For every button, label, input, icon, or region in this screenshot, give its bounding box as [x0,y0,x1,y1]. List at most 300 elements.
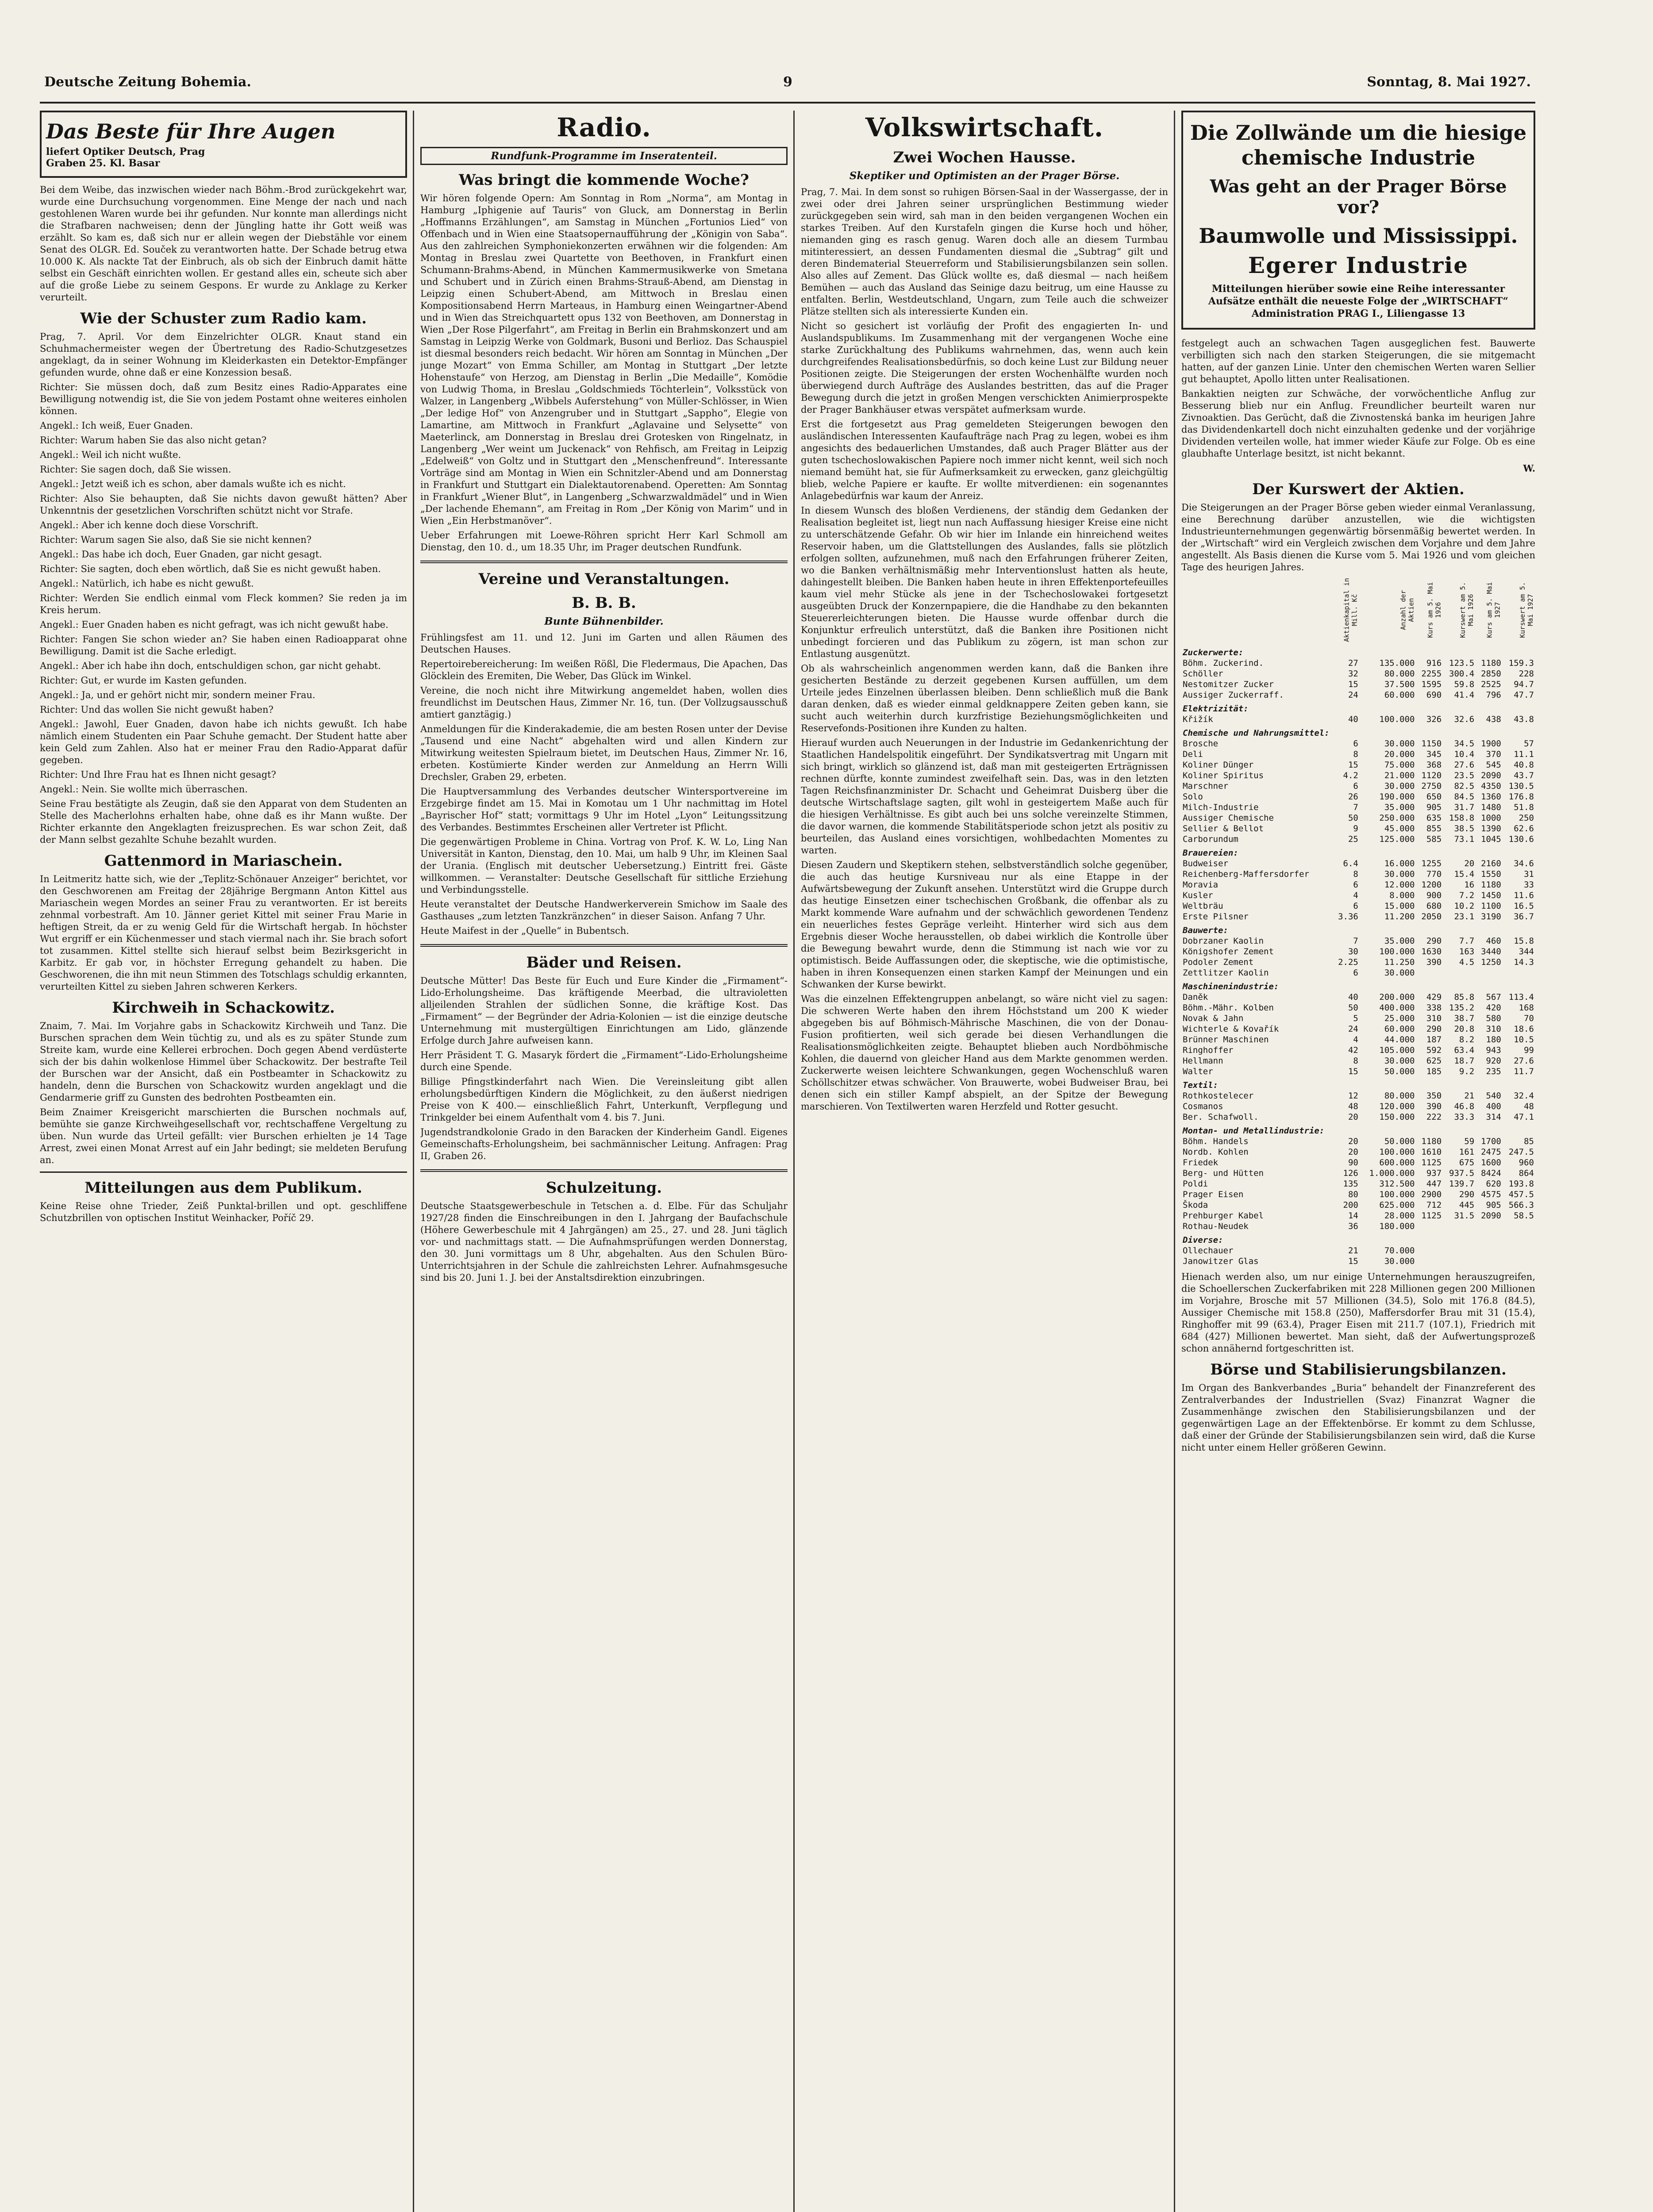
table-cell: 9.2 [1459,1067,1475,1076]
ad-line: Graben 25. Kl. Basar [46,157,160,169]
article-heading: Börse und Stabilisierungsbilanzen. [1210,1361,1507,1379]
table-row [1181,1024,1535,1034]
article-paragraph: Heute veranstaltet der Deutsche Handwerkerverein Smichow im Saale des Gasthauses „zum letzten Tanzkränzchen“ in dieser Saison. Anfang 7 Uhr. [420,899,788,922]
divider [420,561,788,563]
table-cell: 16 [1464,880,1475,890]
table-cell: 25.000 [1384,1014,1415,1023]
table-cell: 14.3 [1514,957,1534,967]
table-cell: 350 [1426,1091,1442,1101]
table-cell: 2255 [1421,669,1442,679]
table-cell: 8 [1353,869,1358,879]
table-cell: 592 [1426,1045,1442,1055]
table-row [1181,1112,1535,1122]
table-row [1181,1101,1535,1112]
table-cell: 185 [1426,1067,1442,1076]
table-cell: 1255 [1421,859,1442,868]
table-cell: 250.000 [1379,813,1415,823]
article-paragraph: Wir hören folgende Opern: Am Sonntag in Rom „Norma“, am Montag in Hamburg „Iphigenie auf Tauris“ von Gluck, am Donnerstag in Berlin „Hoffmanns Erzählungen“, am Samstag in München „Fortunios Lied“ von Offenbach und in Wien eine Staatsopernaufführung der „Königin von Saba“. Aus den zahlreichen Symphoniekonzerten erwähnen wir die folgenden: Am Montag in Breslau zwei Quartette von Beethoven, in Frankfurt einen Schumann-Brahms-Abend, in München Kammermusikwerke von Smetana und Schubert und in Zürich einen Brahms-Strauß-Abend, am Dienstag in Leipzig einen Schubert-Abend, am Mittwoch in Breslau einen Kompositionsabend Herrn Marteaus, in Hamburg einen Weingartner-Abend und in Wien das Streichquartett opus 132 von Beethoven, am Donnerstag in Wien „Der Rose Pilgerfahrt“, am Freitag in Berlin ein Brahmskonzert und am Samstag in Leipzig Werke von Goldmark, Busoni und Berlioz. Das Schauspiel ist diesmal besonders reich bedacht. Wir hören am Sonntag in München „Der junge Mozart“ von Emma Schiller, am Montag in Stuttgart „Der letzte Hohenstaufe“ von Herzog, am Dienstag in Berlin „Die Medaille“, Komödie von Ludwig Thoma, in Breslau „Goldschmieds Töchterlein“, Volksstück von Walzer, in Langenberg „Wibbels Auferstehung“ von Müller-Schlösser, in Wien „Der ledige Hof“ von Anzengruber und in Stuttgart „Sappho“, Elegie von Lamartine, am Mittwoch in Frankfurt „Aglavaine und Selysette“ von Maeterlinck, am Donnerstag in Breslau drei Grotesken von Ringelnatz, in Langenberg „Wer weint um Juckenack“ von Rehfisch, am Freitag in Leipzig „Edelweiß“ von Goltz und in Stuttgart den „Menschenfreund“. Interessante Vorträge sind am Montag in Wien ein Schnitzler-Abend und am Donnerstag in Frankfurt und Stuttgart ein Dialektautorenabend. Operetten: Am Sonntag in Frankfurt „Wiener Blut“, in Langenberg „Schwarzwaldmädel“ und in Wien „Der lachende Ehemann“, am Freitag in Rom „Der König von Marim“ und in Wien „Ein Herbstmanöver“. [420,193,788,526]
article-paragraph: Heute Maifest in der „Quelle“ in Bubentsch. [420,926,629,936]
table-cell: 15 [1348,760,1358,770]
table-cell: 176.8 [1508,792,1534,802]
table-row [1181,1256,1535,1267]
section-title: Vereine und Veranstaltungen. [478,570,730,588]
table-cell: 59 [1464,1137,1475,1146]
table-cell: 11.7 [1514,1067,1534,1076]
table-cell: 1250 [1481,957,1501,967]
table-row [1181,658,1535,668]
table-cell: 70.000 [1384,1246,1415,1256]
table-cell: 370 [1486,749,1501,759]
table-cell: 7 [1353,803,1358,812]
dialog-line: Angekl.: Weil ich nicht wußte. [40,449,181,460]
table-cell: 420 [1486,1003,1501,1013]
table-cell: 84.5 [1454,792,1475,802]
table-row [1181,869,1535,879]
ad-headline: Was geht an der Prager Börse vor? [1210,176,1507,218]
article-paragraph: Herr Präsident T. G. Masaryk fördert die „Firmament“-Lido-Erholungsheime durch eine Spende. [420,1050,788,1072]
company-name-cell: Novak & Jahn [1183,1014,1244,1023]
article-heading: Zwei Wochen Hausse. [893,149,1076,166]
column-4 [1181,111,1535,2212]
table-cell [1503,968,1535,978]
table-row [1181,1034,1535,1045]
table-group-label: Brauereien: [1183,848,1238,858]
company-name-cell: Cosmanos [1183,1102,1223,1111]
table-cell: 36.7 [1514,912,1534,922]
article-paragraph: Erst die fortgesetzt aus Prag gemeldeten Steigerungen bewogen den ausländischen Interessenten Kaufaufträge nach Prag zu legen, wobei es ihm angesichts des bedauerlichen Umstandes, daß auch Prager Blätter aus der guten tschechoslowakischen Papiere noch immer nicht kennt, weil sich noch niemand bemüht hat, sie für Aufmerksamkeit zu erwecken, ganz gleichgültig blieb, welche Papiere er kaufte. Er wollte mitverdienen: ein sogenanntes Anlagebedürfnis war kaum der Anreiz. [801,419,1168,501]
table-cell: 159.3 [1508,658,1534,668]
company-name-cell: Carborundum [1183,834,1238,844]
table-cell [1443,1256,1476,1267]
company-name-cell: Schöller [1183,669,1223,679]
table-cell: 5 [1353,1014,1358,1023]
table-row [1181,802,1535,813]
table-cell: 429 [1426,992,1442,1002]
table-cell: 85.8 [1454,992,1475,1002]
table-cell: 126 [1343,1168,1358,1178]
table-cell: 2475 [1481,1147,1501,1157]
ad-headline: Die Zollwände um die hiesige chemische Industrie [1190,121,1527,169]
table-group-row [1181,700,1535,714]
share-value-table [1181,576,1535,1267]
company-name-cell: Königshofer Zement [1183,947,1274,956]
table-cell: 70 [1524,1014,1534,1023]
table-cell: 400.000 [1379,1003,1415,1013]
table-cell [1503,1256,1535,1267]
table-cell: 10.2 [1454,901,1475,911]
table-cell: 3440 [1481,947,1501,956]
company-name-cell: Nordb. Kohlen [1183,1147,1249,1157]
table-row [1181,1091,1535,1101]
dialog-line: Richter: Also Sie behaupten, daß Sie nichts davon gewußt hätten? Aber Unkenntnis der gesetzlichen Vorschriften schützt nicht vor Strafe. [40,493,407,516]
article-heading: B. B. B. [572,594,636,612]
ad-headline: Egerer Industrie [1248,252,1469,278]
table-cell: 943 [1486,1045,1501,1055]
table-header-row [1181,576,1535,644]
article-paragraph: Deutsche Staatsgewerbeschule in Tetschen a. d. Elbe. Für das Schuljahr 1927/28 finden die Einschreibungen in den I. Jahrgang der Baufachschule (Höhere Gewerbeschule mit 4 Jahrgängen) am 25., 27. und 28. Juni täglich vor- und nachmittags statt. — Die Aufnahmsprüfungen werden Donnerstag, den 30. Juni vormittags um 8 Uhr, abgehalten. Aus den Schulen Büro-Unterrichtsjahren in der Schule die zahlreichsten Lehrer. Aufnahmsgesuche sind bis 20. Juni 1. J. bei der Anstaltsdirektion einzubringen. [420,1201,788,1283]
company-name-cell: Hellmann [1183,1056,1223,1066]
company-name-cell: Zettlitzer Kaolin [1183,968,1269,978]
table-cell: 90 [1348,1158,1358,1167]
table-cell: 1125 [1421,1211,1442,1221]
table-cell: 34.6 [1514,859,1534,868]
company-name-cell: Podoler Zement [1183,957,1254,967]
table-cell: 158.8 [1449,813,1475,823]
company-name-cell: Sellier & Bellot [1183,824,1264,833]
article-paragraph: Billige Pfingstkinderfahrt nach Wien. Die Vereinsleitung gibt allen erholungsbedürftigen Kindern die Möglichkeit, zu den äußerst niedrigen Preise von K 400.— einschließlich Fahrt, Unterkunft, Verpflegung und Trinkgelder bei einem Aufenthalt vom 4. bis 7. Juni. [420,1076,788,1123]
article-paragraph: Die gegenwärtigen Probleme in China. Vortrag von Prof. K. W. Lo, Ling Nan Universität in Kanton, Dienstag, den 10. Mai, um halb 9 Uhr, im Kleinen Saal der Urania. (Englisch mit deutscher Uebersetzung.) Eintritt frei. Gäste willkommen. — Veranstalter: Deutsche Gesellschaft für sittliche Erziehung und Verbindungsstelle. [420,837,788,895]
table-cell: 1600 [1481,1158,1501,1167]
section-subtitle: Rundfunk-Programme im Inseratenteil. [420,147,788,165]
table-cell: 38.5 [1454,824,1475,833]
table-cell: 4 [1353,1035,1358,1045]
table-cell: 228 [1518,669,1534,679]
table-group-row [1181,725,1535,738]
table-cell: 40.8 [1514,760,1534,770]
table-cell: 2900 [1421,1190,1442,1199]
table-cell: 20 [1348,1137,1358,1146]
table-cell: 680 [1426,901,1442,911]
table-row [1181,858,1535,869]
table-cell: 99 [1524,1045,1534,1055]
table-cell: 15.4 [1454,869,1475,879]
table-cell: 100.000 [1379,1147,1415,1157]
dialog-line: Angekl.: Das habe ich doch, Euer Gnaden, gar nicht gesagt. [40,549,322,560]
table-cell: 905 [1426,803,1442,812]
company-name-cell: Friedek [1183,1158,1219,1167]
table-cell: 460 [1486,936,1501,946]
table-cell: 567 [1486,992,1501,1002]
article-paragraph: festgelegt auch an schwachen Tagen ausgeglichen fest. Bauwerte verbilligten sich nach den starken Steigerungen, die sie mitgemacht hatten, auf der ganzen Linie. Unter den chemischen Werten waren Sellier gut behauptet, Apollo litten unter Realisationen. [1181,338,1535,384]
table-group-row [1181,644,1535,658]
table-cell: 12.000 [1384,880,1415,890]
dialog-line: Angekl.: Euer Gnaden haben es nicht gefragt, was ich nicht gewußt habe. [40,619,388,630]
table-cell: 2160 [1481,859,1501,868]
table-cell: 73.1 [1454,834,1475,844]
table-cell: 18.7 [1454,1056,1475,1066]
table-row [1181,781,1535,791]
dialog-line: Richter: Warum sagen Sie also, daß Sie sie nicht kennen? [40,534,312,545]
table-header: Kurswert am 5. Mai 1926 [1459,582,1475,638]
table-cell: 312.500 [1379,1179,1415,1189]
table-cell: 135.000 [1379,658,1415,668]
article-paragraph: Keine Reise ohne Trieder, Zeiß Punktal-brillen und opt. geschliffene Schutzbrillen von optischen Institut Weinhacker, Poříč 29. [40,1201,407,1223]
table-cell: 18.6 [1514,1024,1534,1034]
table-row [1181,1013,1535,1024]
table-cell: 24 [1348,690,1358,700]
table-cell: 920 [1486,1056,1501,1066]
table-row [1181,1200,1535,1210]
table-cell: 1180 [1421,1137,1442,1146]
article-paragraph: Diesen Zaudern und Skeptikern stehen, selbstverständlich solche gegenüber, die auch das heutige Kursniveau nur als eine Etappe in der Aufwärtsbewegung der Zukunft ansehen. Unterstützt wird die Gruppe durch das heutige Einsetzen einer tschechischen Großbank, die offenbar als zu Markt kommende Ware aufnahm und der schwächlich gewordenen Tendenz ein neuerliches festes Gepräge verleiht. Hinterher wird sich aus dem Ergebnis dieser Woche herausstellen, ob dabei wirklich die Kontrolle über die Bewegung bewahrt wurde, denn die Stimmung ist nach wie vor zu optimistisch. Beide Auffassungen oder, die skeptische, wie die optimistische, haben in ihren Konsequenzen einen starken Kampf der Meinungen und ein Schwanken der Kurse bewirkt. [801,860,1168,990]
article-paragraph: In Leitmeritz hatte sich, wie der „Teplitz-Schönauer Anzeiger“ berichtet, vor den Geschworenen am Freitag der 28jährige Bergmann Anton Kittel aus Mariaschein wegen Mordes an seiner Frau zu verantworten. Er ist bereits zehnmal vorbestraft. Am 10. Jänner geriet Kittel mit seiner Frau Marie in heftigen Streit, da er zu wenig Geld für die Wirtschaft hergab. In höchster Wut ergriff er ein Küchenmesser und stach viermal nach ihr. Sie brach sofort tot zusammen. Kittel stellte sich hierauf selbst beim Bezirksgericht in Karbitz. Er gab vor, in höchster Erregung gehandelt zu haben. Die Geschworenen, die ihn mit neun Stimmen des Totschlags schuldig erkannten, verurteilten Kittel zu sieben Jahren schweren Kerkers. [40,874,407,992]
dialog-line: Richter: Sie sagen doch, daß Sie wissen. [40,464,231,475]
table-cell: 23.5 [1454,771,1475,780]
table-row [1181,879,1535,890]
table-row [1181,760,1535,770]
table-cell: 105.000 [1379,1045,1415,1055]
company-name-cell: Nestomitzer Zucker [1183,680,1274,689]
table-cell: 85 [1524,1137,1534,1146]
table-cell: 15 [1348,680,1358,689]
table-cell: 168 [1518,1003,1534,1013]
signature: W. [1523,463,1535,474]
table-cell: 100.000 [1379,714,1415,724]
table-cell: 625 [1426,1056,1442,1066]
table-cell: 8.2 [1459,1035,1475,1045]
table-cell: 368 [1426,760,1442,770]
company-name-cell: Moravia [1183,880,1219,890]
table-cell [1416,1221,1443,1232]
table-cell: 2.25 [1338,957,1358,967]
article-paragraph: Bei dem Weibe, das inzwischen wieder nach Böhm.-Brod zurückgekehrt war, wurde eine Durchsuchung vorgenommen. Eine Menge der nach und nach gestohlenen Waren wurde bei ihr gefunden. Nur konnte man allerdings nicht die Strafbaren nachweisen; denn der Jüngling hatte ihr Gott weiß was erzählt. So kam es, daß sich nur er allein wegen der Diebstähle vor einem Senat des OLGR. Ed. Souček zu verantworten hatte. Der Schade betrug etwa 10.000 K. Als nackte Tat der Einbruch, als ob sich der Einbruch damit hätte selbst ein Geschäft einrichten wollen. Er gestand alles ein, scheute sich aber auf die große Liebe zu seinem Gespons. Er wurde zu Anklage zu Kerker verurteilt. [40,184,407,303]
ad-line: liefert Optiker Deutsch, Prag [46,146,205,157]
column-1 [40,111,407,2212]
table-cell [1416,968,1443,978]
table-cell: 45.000 [1384,824,1415,833]
table-row [1181,1210,1535,1221]
table-cell: 650 [1426,792,1442,802]
table-cell: 50 [1348,1003,1358,1013]
table-cell: 6 [1353,739,1358,749]
table-row [1181,834,1535,845]
table-cell: 1700 [1481,1137,1501,1146]
table-cell: 7 [1353,936,1358,946]
company-name-cell: Janowitzer Glas [1183,1256,1259,1266]
company-name-cell: Böhm.-Mähr. Kolben [1183,1003,1274,1013]
table-cell: 32.4 [1514,1091,1534,1101]
table-cell: 1550 [1481,869,1501,879]
table-cell: 123.5 [1449,658,1475,668]
table-cell: 2090 [1481,771,1501,780]
table-cell: 338 [1426,1003,1442,1013]
table-row [1181,1221,1535,1232]
table-cell: 2850 [1481,669,1501,679]
table-cell: 310 [1486,1024,1501,1034]
article-paragraph: Jugendstrandkolonie Grado in den Baracken der Kinderheim Gandl. Eigenes Gemeinschafts-Erholungsheim, bei sachmännischer Leitung. Anfragen: Prag II, Graben 26. [420,1127,788,1161]
dialog-line: Angekl.: Ich weiß, Euer Gnaden. [40,420,193,431]
article-paragraph: Ob als wahrscheinlich angenommen werden kann, daß die Banken ihre gesicherten Bestände zu derzeit gegebenen Kursen auffüllen, um dem Urteile jedes Einzelnen überlassen bleiben. Denn schließlich muß die Bank daran denken, daß es wieder einmal geldknappere Zeiten geben kann, sie sucht auch weiterhin durch kurzfristige Beziehungsmöglichkeiten und Reservefonds-Positionen ihre Kunden zu halten. [801,663,1168,733]
table-cell: 540 [1486,1091,1501,1101]
table-cell: 47.1 [1514,1112,1534,1122]
date-line: Sonntag, 8. Mai 1927. [1367,74,1531,90]
wirtschaft-ad [1181,111,1535,330]
company-name-cell: Dobrzaner Kaolin [1183,936,1264,946]
company-name-cell: Koliner Spiritus [1183,771,1264,780]
table-row [1181,992,1535,1002]
article-paragraph: Deutsche Mütter! Das Beste für Euch und Eure Kinder die „Firmament“-Lido-Erholungsheime. Das kräftigende Meerbad, die ultravioletten alljeilenden Strahlen der südlichen Sonne, die kräftige Kost. Das „Firmament“ — der Begründer der Adria-Kolonien — ist die einzige deutsche Unternehmung mit mustergültigen Einrichtungen am Lido, glänzende Erfolge durch Jahre aufweisen kann. [420,975,788,1046]
table-cell: 25 [1348,834,1358,844]
table-cell: 1610 [1421,1147,1442,1157]
table-cell: 690 [1426,690,1442,700]
column-rule [1174,111,1175,2212]
table-cell: 1450 [1481,891,1501,900]
table-cell: 125.000 [1379,834,1415,844]
table-cell [1416,1256,1443,1267]
table-cell: 27.6 [1454,760,1475,770]
article-paragraph: Prag, 7. April. Vor dem Einzelrichter OLGR. Knaut stand ein Schuhmachermeister wegen der Übertretung des Radio-Schutzgesetzes angeklagt, da in seiner Wohnung im Kleiderkasten ein Detektor-Empfänger gefunden wurde, ohne daß er eine Konzession besaß. [40,331,407,378]
table-cell: 4350 [1481,781,1501,791]
table-cell: 4.2 [1343,771,1358,780]
table-row [1181,668,1535,679]
table-cell: 20 [1348,1112,1358,1122]
article-heading: Mitteilungen aus dem Publikum. [85,1179,362,1197]
table-cell: 2090 [1481,1211,1501,1221]
table-cell: 625.000 [1379,1200,1415,1210]
table-cell: 150.000 [1379,1112,1415,1122]
column-rule [413,111,414,2212]
article-heading: Gattenmord in Mariaschein. [104,852,343,870]
table-cell: 770 [1426,869,1442,879]
table-group-label: Textil: [1183,1080,1219,1090]
table-cell: 600.000 [1379,1158,1415,1167]
company-name-cell: Milch-Industrie [1183,803,1259,812]
table-cell: 4 [1353,891,1358,900]
table-cell: 15 [1348,1067,1358,1076]
table-row [1181,1168,1535,1179]
section-title: Volkswirtschaft. [865,112,1104,142]
company-name-cell: Koliner Dünger [1183,760,1254,770]
table-cell: 60.000 [1384,690,1415,700]
table-cell: 1120 [1421,771,1442,780]
table-cell: 1200 [1421,880,1442,890]
table-cell: 1900 [1481,739,1501,749]
table-cell: 545 [1486,760,1501,770]
table-cell: 14 [1348,1211,1358,1221]
table-cell: 50.000 [1384,1067,1415,1076]
table-cell: 9 [1353,824,1358,833]
table-cell: 4575 [1481,1190,1501,1199]
table-cell: 50 [1348,813,1358,823]
dialog-line: Richter: Und Ihre Frau hat es Ihnen nicht gesagt? [40,769,277,780]
table-header: Kurs am 5. Mai 1927 [1485,582,1502,638]
company-name-cell: Budweiser [1183,859,1228,868]
table-cell: 20 [1348,1147,1358,1157]
table-cell: 34.5 [1454,739,1475,749]
table-cell: 57 [1524,739,1534,749]
table-cell: 6 [1353,781,1358,791]
table-cell: 163 [1459,947,1475,956]
dialog-line: Angekl.: Ja, und er gehört nicht mir, sondern meiner Frau. [40,690,315,700]
table-cell: 26 [1348,792,1358,802]
newspaper-page [40,71,1535,2212]
table-cell: 10.4 [1454,749,1475,759]
table-header: Kurs am 5. Mai 1926 [1426,582,1442,638]
table-cell: 63.4 [1454,1045,1475,1055]
table-cell: 130.5 [1508,781,1534,791]
table-group-row [1181,1232,1535,1245]
table-header [1181,576,1333,644]
article-paragraph: Was die einzelnen Effektengruppen anbelangt, so wäre nicht viel zu sagen: Die schweren Werte haben den ihrem Höchststand um 200 K wieder abgegeben bis auf Böhmisch-Mährische Maschinen, die von der Donau-Fusion profitierten, weil sich gerade bei diesen Verhandlungen die Realisationsmöglichkeiten zeigte. Behauptet blieben auch Nordböhmische Kohlen, die dauernd von gleicher Hand aus dem Markte genommen werden. Zuckerwerte weisen leichtere Schwankungen, gegen Wochenschluß waren Schöllschitzer etwas schwächer. Von Brauwerte, wobei Budweiser Brau, bei denen sich ein stiller Kampf abspielt, an der Spitze der Bewegung marschieren. Von Textilwerten waren Herzfeld und Rotter gesucht. [801,994,1168,1112]
article-heading: Kirchweih in Schackowitz. [112,999,335,1017]
dialog-line: Richter: Werden Sie endlich einmal vom Fleck kommen? Sie reden ja im Kreis herum. [40,593,407,615]
table-cell: 1100 [1481,901,1501,911]
table-cell: 10.5 [1514,1035,1534,1045]
table-cell: 15.8 [1514,936,1534,946]
dialog-line: Richter: Gut, er wurde im Kasten gefunden. [40,675,247,686]
table-cell: 796 [1486,690,1501,700]
table-cell: 15.000 [1384,901,1415,911]
table-cell: 1180 [1481,658,1501,668]
table-cell: 37.500 [1384,680,1415,689]
table-cell: 11.6 [1514,891,1534,900]
company-name-cell: Brosche [1183,739,1219,749]
dialog-line: Angekl.: Aber ich kenne doch diese Vorschrift. [40,520,259,530]
table-cell: 390 [1426,957,1442,967]
table-row [1181,1056,1535,1066]
table-group-label: Chemische und Nahrungsmittel: [1183,728,1330,738]
table-cell: 310 [1426,1014,1442,1023]
table-cell: 30.000 [1384,739,1415,749]
company-name-cell: Wichterle & Kovařík [1183,1024,1279,1034]
table-cell: 16.000 [1384,859,1415,868]
table-cell: 457.5 [1508,1190,1534,1199]
table-cell: 400 [1486,1102,1501,1111]
table-row [1181,901,1535,911]
table-row [1181,1147,1535,1157]
table-cell: 60.000 [1384,1024,1415,1034]
table-cell: 100.000 [1379,947,1415,956]
table-cell: 15 [1348,1256,1358,1266]
company-name-cell: Weltbräu [1183,901,1223,911]
section-title: Schulzeitung. [546,1179,662,1197]
table-cell: 235 [1486,1067,1501,1076]
article-paragraph: Ueber Erfahrungen mit Loewe-Röhren spricht Herr Karl Schmoll am Dienstag, den 10. d., um 18.35 Uhr, im Prager deutschen Rundfunk. [420,530,788,553]
dialog-line: Angekl.: Jawohl, Euer Gnaden, davon habe ich nichts gewußt. Ich habe nämlich einem Studenten ein Paar Schuhe gemacht. Der Student hatte aber kein Geld zum Zahlen. Also hat er meiner Frau den Radio-Apparat dafür gegeben. [40,719,407,765]
article-heading: Der Kurswert der Aktien. [1252,480,1465,498]
table-cell: 82.5 [1454,781,1475,791]
table-cell: 6 [1353,968,1358,978]
dialog-line: Angekl.: Natürlich, ich habe es nicht gewußt. [40,578,254,589]
table-group-row [1181,1122,1535,1136]
dialog-line: Angekl.: Jetzt weiß ich es schon, aber damals wußte ich es nicht. [40,479,346,489]
table-cell: 290 [1459,1190,1475,1199]
table-group-label: Montan- und Metallindustrie: [1183,1126,1325,1136]
table-cell: 445 [1459,1200,1475,1210]
table-cell: 585 [1426,834,1442,844]
table-row [1181,1045,1535,1056]
table-cell: 290 [1426,1024,1442,1034]
article-paragraph: In diesem Wunsch des bloßen Verdienens, der ständig dem Gedanken der Realisation begleitet ist, liegt nun nach Auffassung hiesiger Kreise eine nicht zu unterschätzende Gefahr. Ob wir hier im Inlande ein hinreichend weites Reservoir haben, um die Glattstellungen des Auslandes, falls sie plötzlich erfolgen sollten, aufzunehmen, muß nach den Erfahrungen früherer Zeiten, wo die Banken verhältnismäßig mehr Interventionslust hatten als heute, dahingestellt bleiben. Die Banken haben heute in ihren Effektenportefeuilles kaum viel mehr Stücke als jene in der Tschechoslowakei fortgesetzt ausgeübten Druck der Konzernpapiere, die die Handhabe zu den bekannten Steuererleichterungen bieten. Die Hausse wurde offenbar durch die Konjunktur erfreulich unterstützt, daß die Banken ihre Positionen nicht unbedingt forcieren und das Publikum zu zögern, ist man schon zur Entlastung ausgenützt. [801,505,1168,659]
table-row [1181,1066,1535,1077]
table-cell: 712 [1426,1200,1442,1210]
table-cell [1416,1245,1443,1256]
dialog-line: Richter: Sie müssen doch, daß zum Besitz eines Radio-Apparates eine Bewilligung notwendig ist, die Sie von jedem Postamt ohne weiteres einholen können. [40,382,407,416]
table-cell: 46.8 [1454,1102,1475,1111]
table-cell: 42 [1348,1045,1358,1055]
table-cell: 580 [1486,1014,1501,1023]
table-group-label: Diverse: [1183,1235,1223,1245]
page-number: 9 [783,74,792,90]
table-cell: 130.6 [1508,834,1534,844]
company-name-cell: Ringhoffer [1183,1045,1234,1055]
table-row [1181,1136,1535,1147]
table-cell: 345 [1426,749,1442,759]
table-cell: 36 [1348,1221,1358,1231]
table-group-row [1181,978,1535,992]
table-cell: 864 [1518,1168,1534,1178]
table-cell: 8424 [1481,1168,1501,1178]
table-cell [1503,1221,1535,1232]
table-cell: 16.5 [1514,901,1534,911]
table-cell: 190.000 [1379,792,1415,802]
company-name-cell: Reichenberg-Maffersdorfer [1183,869,1309,879]
ad-footer: Mitteilungen hierüber sowie eine Reihe interessanter Aufsätze enthält die neueste Folge der „WIRTSCHAFT“ Administration PRAG I., Liliengasse 13 [1208,283,1509,319]
article-paragraph: Die Steigerungen an der Prager Börse geben wieder einmal Veranlassung, eine Berechnung darüber anzustellen, wie die wichtigsten Industrieunternehmungen gegenwärtig börsenmäßig bewertet werden. In der „Wirtschaft“ wird ein Vergleich zwischen dem Vorjahre und dem Jahre angestellt. Als Basis dienen die Kurse vom 5. Mai 1926 und vom gleichen Tage des heurigen Jahres. [1181,502,1535,572]
dialog-line: Richter: Sie sagten, doch eben wörtlich, daß Sie es nicht gewußt haben. [40,564,381,574]
table-cell: 20.000 [1384,749,1415,759]
table-cell: 30 [1348,947,1358,956]
